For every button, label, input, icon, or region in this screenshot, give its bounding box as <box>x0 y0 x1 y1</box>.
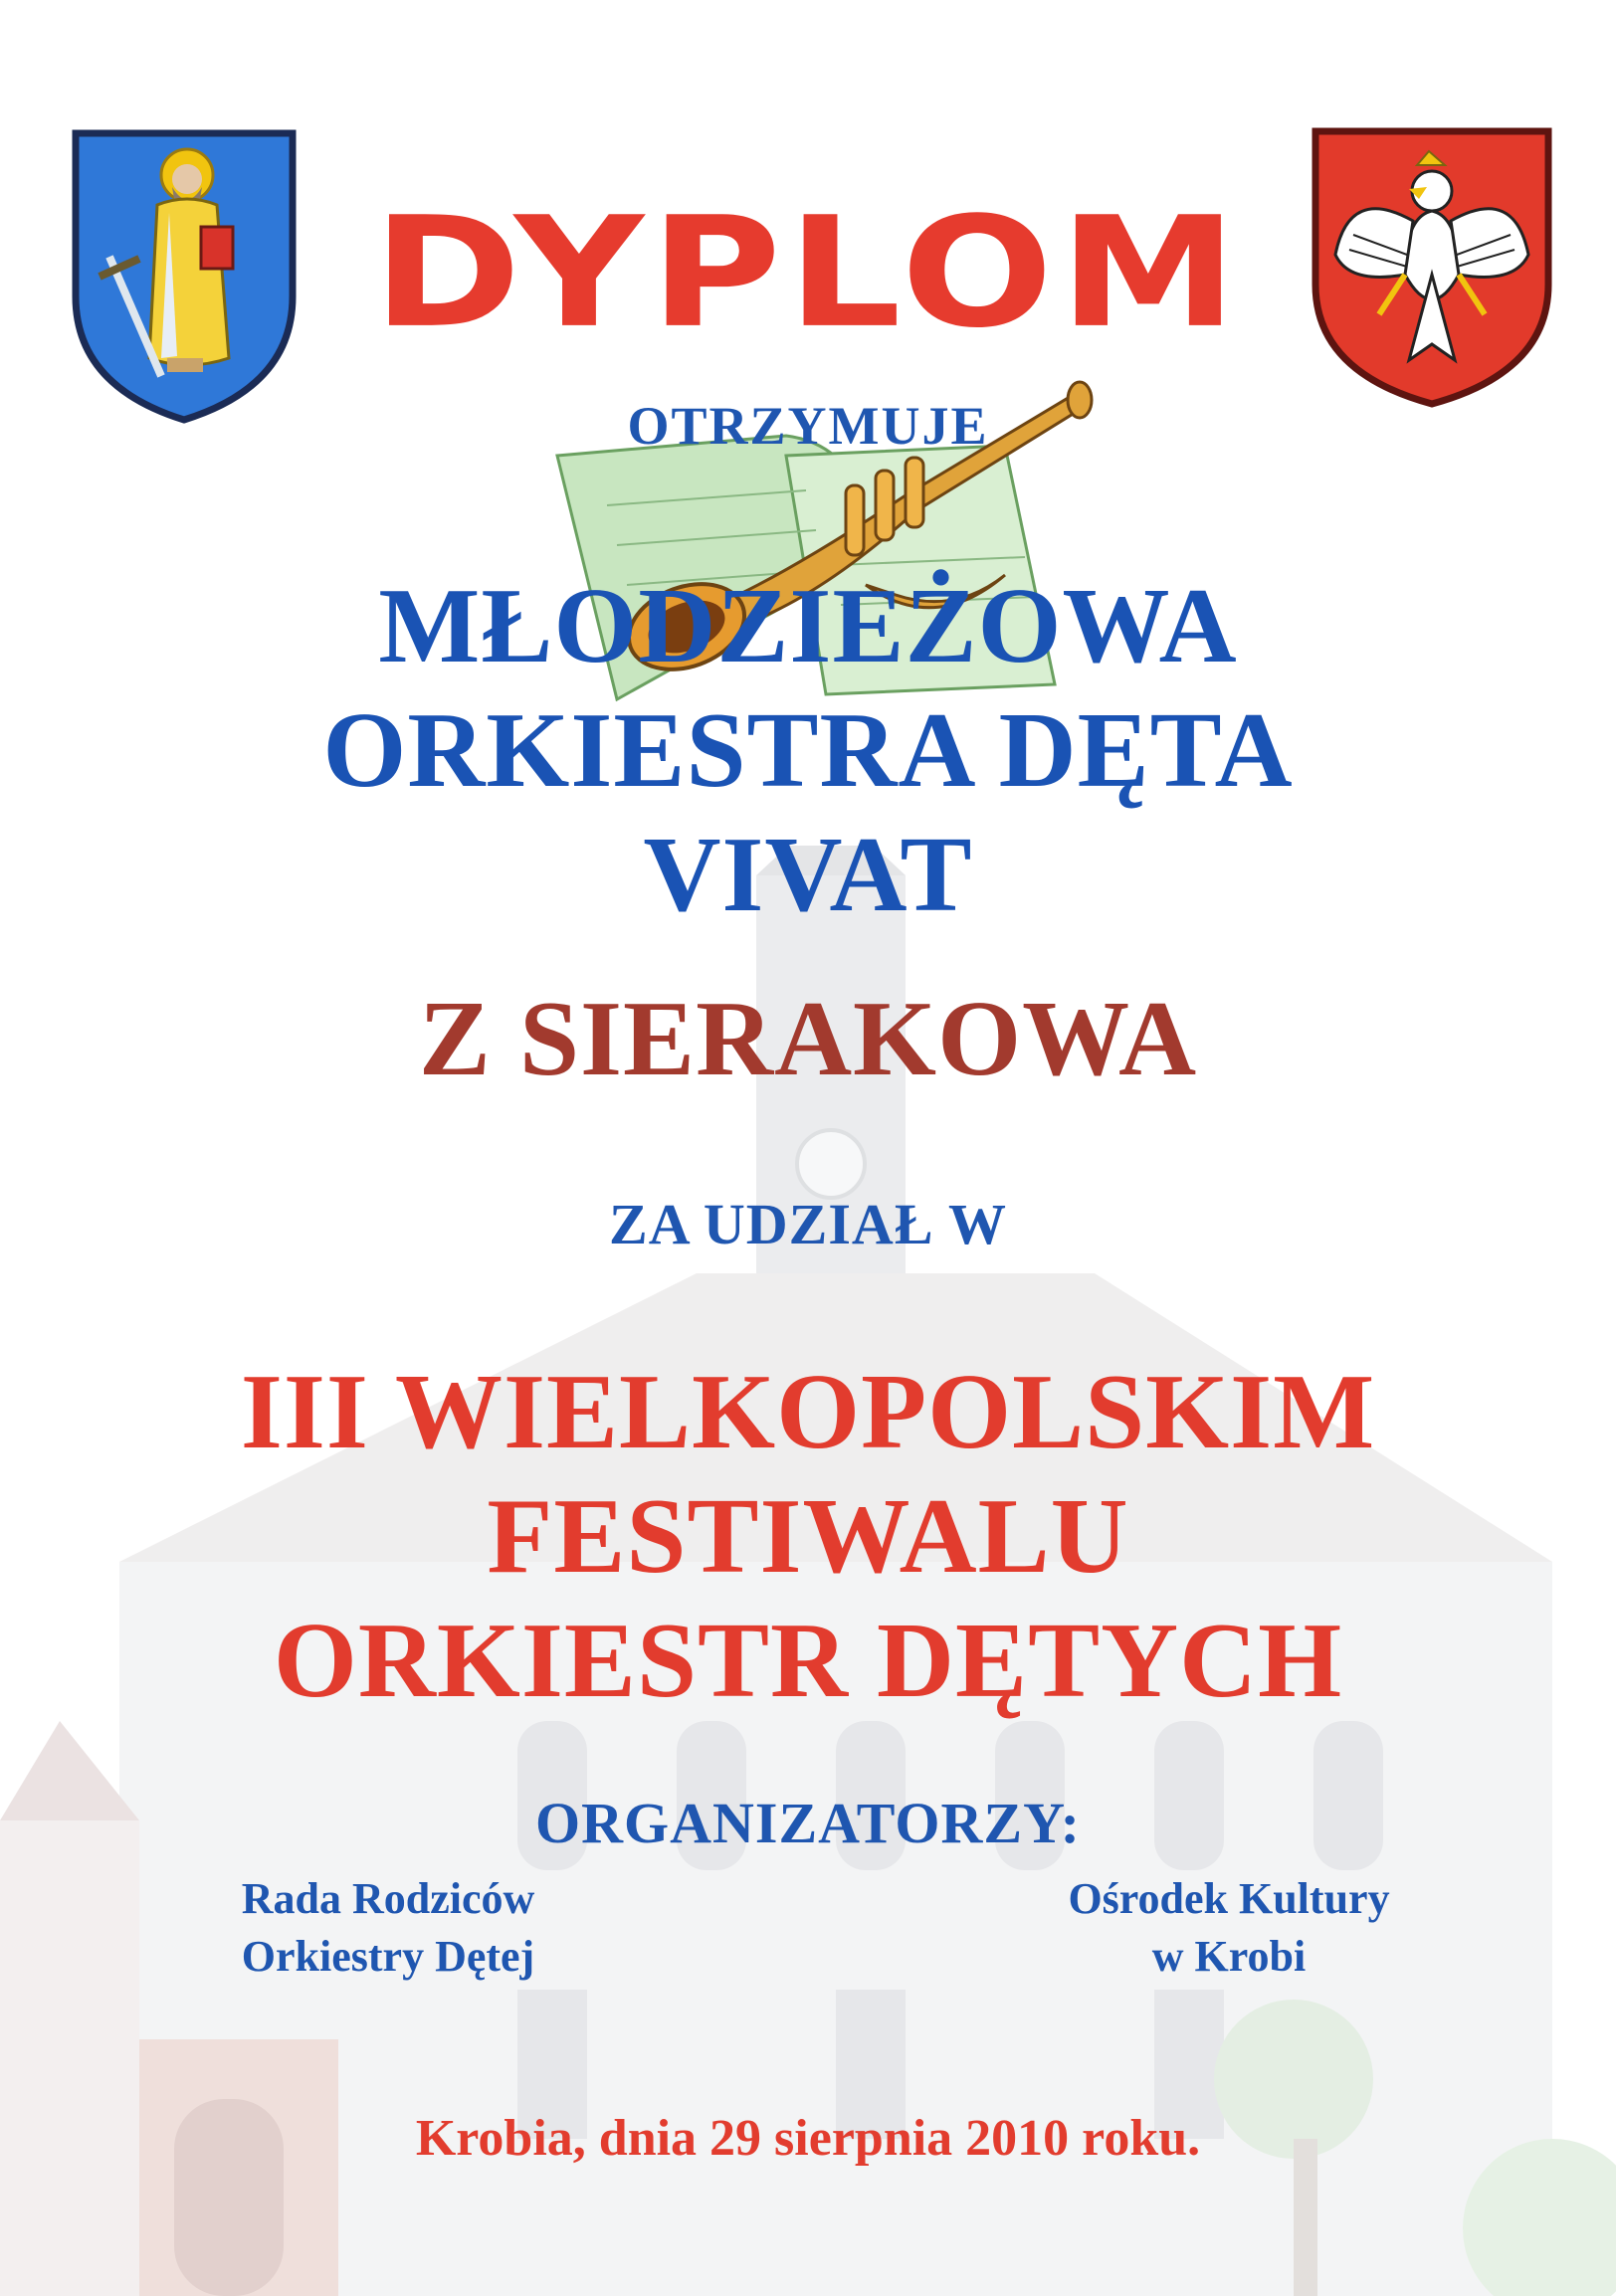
organizers-heading: ORGANIZATORZY: <box>535 1791 1081 1855</box>
organizer-right-line: w Krobi <box>1151 1932 1307 1981</box>
recipient-name-line: VIVAT <box>643 816 973 934</box>
organizer-left <box>109 1870 667 1986</box>
recipient-name-line: MŁODZIEŻOWA <box>378 567 1238 685</box>
organizer-left-line: Orkiestry Dętej <box>241 1932 535 1981</box>
diploma-title: DYPLOM <box>372 184 1244 362</box>
organizer-right <box>950 1870 1508 1986</box>
festival-name-line: FESTIWALU <box>487 1477 1129 1596</box>
recipient-name-line: ORKIESTRA DĘTA <box>322 691 1294 810</box>
festival-name-line: III WIELKOPOLSKIM <box>240 1353 1376 1471</box>
festival-name-line: ORKIESTR DĘTYCH <box>273 1602 1343 1720</box>
organizer-left-line: Rada Rodziców <box>241 1874 535 1923</box>
date-line: Krobia, dnia 29 sierpnia 2010 roku. <box>415 2110 1201 2167</box>
recipient-origin: Z SIERAKOWA <box>418 980 1198 1098</box>
organizer-right-line: Ośrodek Kultury <box>1068 1874 1390 1923</box>
participation-label: ZA UDZIAŁ W <box>609 1192 1007 1256</box>
receives-label: OTRZYMUJE <box>627 396 989 456</box>
